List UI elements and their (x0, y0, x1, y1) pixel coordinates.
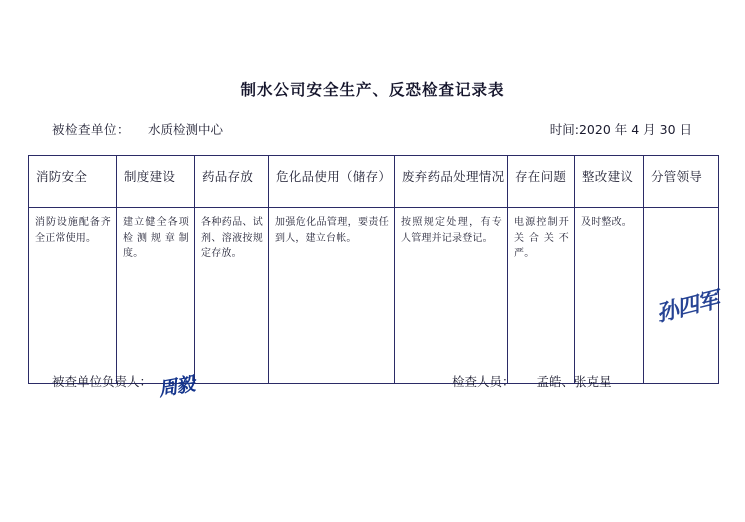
table-header-row (29, 156, 719, 208)
inspector-names: 孟皓、张克星 (536, 374, 612, 389)
cell-responsible-leader (644, 208, 722, 384)
cell-rectification-advice-text: 及时整改。 (581, 217, 632, 228)
cell-hazardous-use-text: 加强危化品管理，要责任到人，建立台帐。 (275, 217, 389, 244)
column-header-waste-disposal: 废弃药品处理情况 (395, 156, 508, 208)
column-header-system-building: 制度建设 (117, 156, 195, 208)
responsible-person-label: 被查单位负责人： (52, 374, 153, 389)
inspector-field (452, 372, 612, 390)
cell-waste-disposal-text: 按照规定处理，有专人管理并记录登记。 (401, 217, 502, 244)
responsible-person-field (52, 372, 196, 401)
cell-chemical-storage-text: 各种药品、试剂、溶液按规定存放。 (201, 217, 263, 259)
cell-hazardous-use (269, 208, 395, 384)
column-header-hazardous-use: 危化品使用（储存） (269, 156, 395, 208)
column-header-fire-safety: 消防安全 (29, 156, 117, 208)
table-row (29, 208, 719, 384)
cell-fire-safety (29, 208, 117, 384)
cell-system-building (117, 208, 195, 384)
cell-system-building-text: 建立健全各项检测规章制度。 (123, 217, 189, 259)
page-title: 制水公司安全生产、反恐检查记录表 (240, 81, 505, 99)
inspected-unit (52, 120, 223, 138)
cell-fire-safety-text: 消防设施配备齐全正常使用。 (35, 217, 111, 244)
cell-waste-disposal (395, 208, 508, 384)
column-header-responsible-leader: 分管领导 (644, 156, 719, 208)
cell-existing-problems-text: 电源控制开关合关不严。 (514, 217, 569, 259)
cell-existing-problems (508, 208, 575, 384)
inspected-unit-value: 水质检测中心 (148, 122, 224, 137)
document-meta (52, 120, 692, 140)
responsible-person-signature: 周毅 (156, 373, 196, 401)
column-header-rectification-advice: 整改建议 (575, 156, 644, 208)
leader-signature: 孙四军 (653, 286, 722, 328)
inspection-date: 时间:2020 年 4 月 30 日 (549, 122, 692, 137)
document-footer (52, 372, 692, 401)
inspection-record-table (28, 155, 722, 384)
cell-rectification-advice (575, 208, 644, 384)
column-header-chemical-storage: 药品存放 (195, 156, 269, 208)
inspected-unit-label: 被检查单位： (52, 122, 131, 137)
cell-chemical-storage (195, 208, 269, 384)
inspector-label: 检查人员： (452, 374, 515, 389)
column-header-existing-problems: 存在问题 (508, 156, 575, 208)
